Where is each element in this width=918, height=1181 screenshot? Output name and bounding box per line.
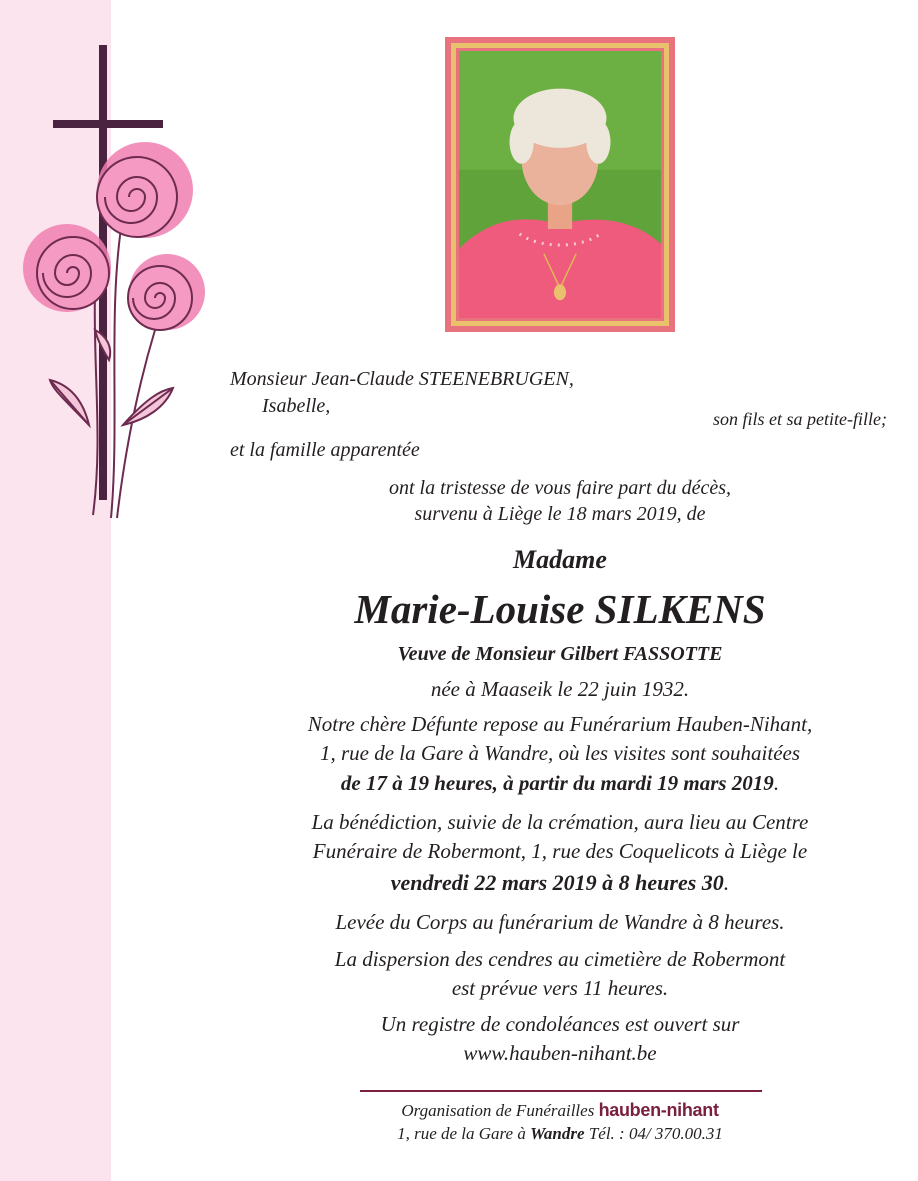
deceased-widow: Veuve de Monsieur Gilbert FASSOTTE — [397, 643, 723, 665]
ceremony-line-1: La bénédiction, suivie de la crémation, aura lieu au Centre — [311, 810, 809, 834]
visitation-hours-end: . — [773, 771, 780, 795]
brand-logo: hauben-nihant — [598, 1100, 719, 1120]
portrait-photo — [459, 51, 661, 318]
footer-org-label: Organisation de Funérailles — [401, 1101, 595, 1120]
portrait-inner-border — [451, 43, 669, 326]
ceremony-date: vendredi 22 mars 2019 à 8 heures 30 — [390, 870, 724, 895]
footer-divider — [360, 1090, 762, 1092]
deceased-birth: née à Maaseik le 22 juin 1932. — [430, 677, 690, 701]
registry-url[interactable]: www.hauben-nihant.be — [463, 1041, 657, 1065]
footer-address — [300, 1124, 820, 1144]
footer-town: Wandre — [530, 1124, 585, 1143]
visitation-line-2: 1, rue de la Gare à Wandre, où les visites sont souhaitées — [319, 741, 801, 765]
ceremony-line-2: Funéraire de Robermont, 1, rue des Coquelicots à Liège le — [312, 839, 808, 863]
rose-right-icon — [128, 254, 205, 330]
cross-and-roses-illustration — [15, 40, 215, 530]
footer-tel: Tél. : 04/ 370.00.31 — [588, 1124, 723, 1143]
visitation-line-1: Notre chère Défunte repose au Funérarium Hauben-Nihant, — [307, 712, 813, 736]
rose-left-icon — [23, 224, 111, 312]
dispersion-line-2: est prévue vers 11 heures. — [451, 976, 669, 1000]
visitation-hours: de 17 à 19 heures, à partir du mardi 19 mars 2019 — [340, 771, 774, 795]
family-line-3: et la famille apparentée — [230, 439, 420, 461]
footer-address-pre: 1, rue de la Gare à — [397, 1124, 526, 1143]
announcement-line-2: survenu à Liège le 18 mars 2019, de — [414, 503, 706, 525]
deceased-name: Marie-Louise SILKENS — [354, 586, 766, 632]
ceremony-date-end: . — [723, 870, 730, 895]
footer-organisation — [300, 1100, 820, 1121]
family-line-2: Isabelle, — [262, 395, 331, 417]
visitation-hours-line — [230, 771, 890, 796]
portrait-frame — [445, 37, 675, 332]
dispersion-line-1: La dispersion des cendres au cimetière de Robermont — [334, 947, 786, 971]
family-line-1: Monsieur Jean-Claude STEENEBRUGEN, — [230, 368, 574, 390]
announcement-line-1: ont la tristesse de vous faire part du décès, — [389, 477, 731, 499]
leaf-icon — [50, 330, 173, 425]
deceased-title: Madame — [513, 545, 607, 574]
registry-line-1: Un registre de condoléances est ouvert sur — [380, 1012, 740, 1036]
ceremony-date-line — [230, 870, 890, 896]
family-relation: son fils et sa petite-fille; — [713, 409, 887, 429]
levee-text: Levée du Corps au funérarium de Wandre à 8 heures. — [335, 910, 785, 934]
rose-top-icon — [97, 142, 193, 238]
